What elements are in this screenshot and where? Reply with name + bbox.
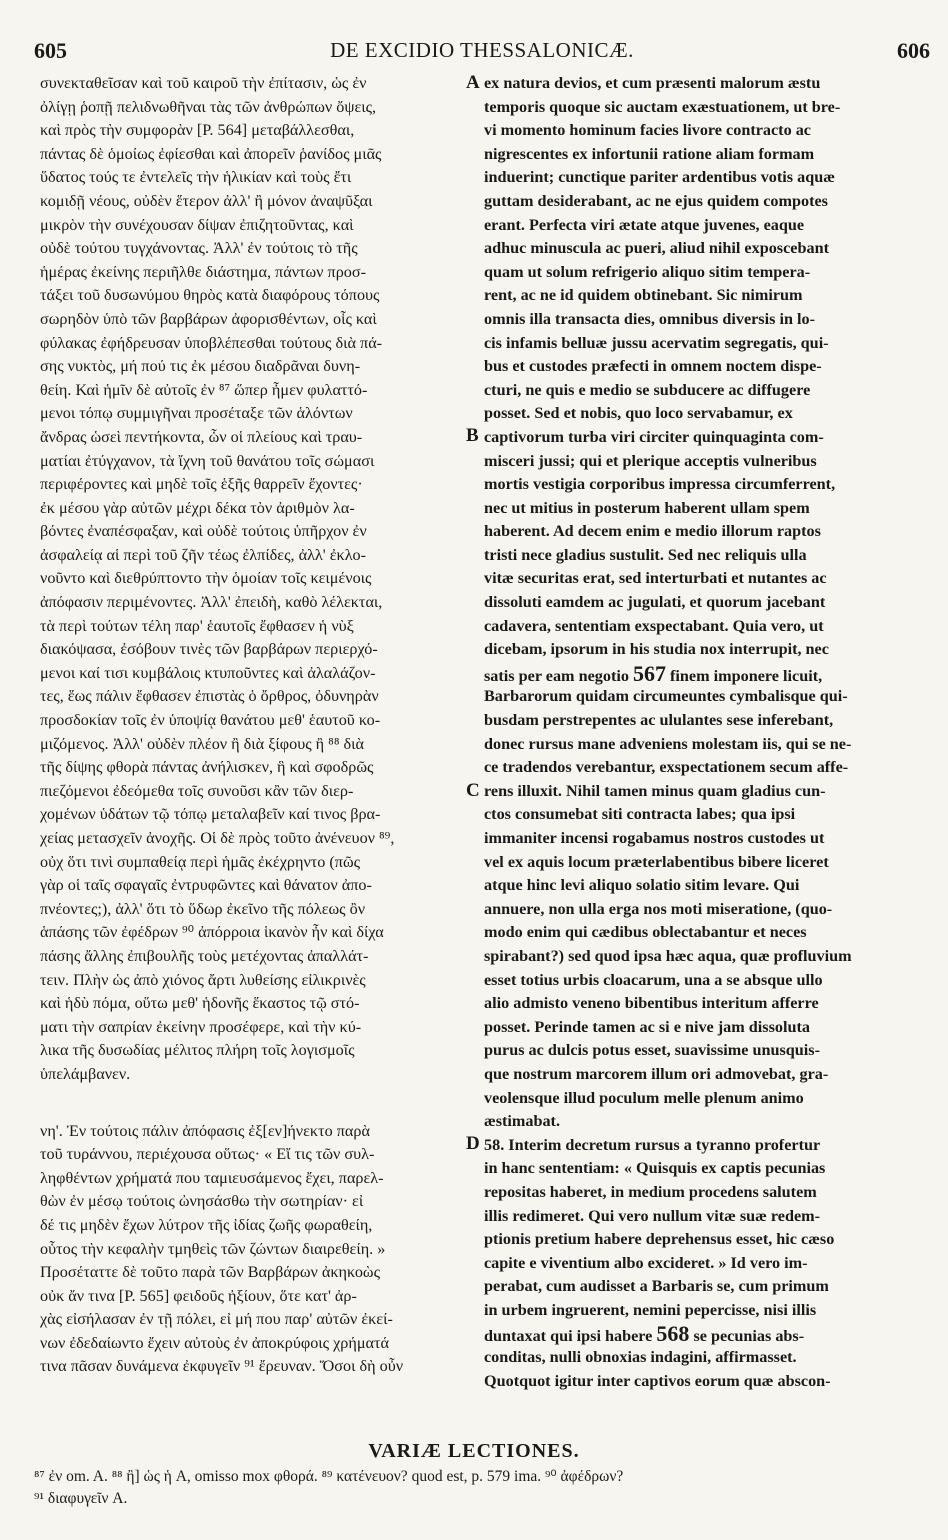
greek-text-line: ὑπελάμβανεν. [40,1064,131,1083]
latin-text-line [484,1205,908,1229]
greek-text-line: τειν. Πλὴν ὡς ἀπὸ χιόνος ἄρτι λυθείσης εἰλικρινὲς [40,970,366,989]
footnotes [34,1466,918,1510]
latin-text: nec ut mitius in posterum haberent ullam spem [484,498,810,517]
latin-text: posset. Perinde tamen ac si e nive jam dissoluta [484,1017,810,1036]
greek-text-line: οὐδὲ τούτου τυγχάνοντας. Ἀλλ' ἐν τούτοις τὸ τῆς [40,239,358,258]
greek-text-line: μενοι τόπῳ συμμιγῆναι προσέταξε τῶν ἁλόντων [40,404,353,423]
margin-marker-b: B [466,425,479,446]
greek-text-line: ἡμέρας ἐκείνης περιῆλθε διάστημα, πάντων προσ- [40,262,366,281]
latin-text: nigrescentes ex infortunii ratione aliam formam [484,144,815,163]
latin-text-line [484,874,908,898]
greek-text-line: Προσέταττε δὲ τοῦτο παρὰ τῶν Βαρβάρων ἀκηκοὼς [40,1263,380,1282]
footnote-line: ⁹¹ διαφυγεῖν A. [34,1490,128,1507]
greek-text-line: περιφέροντες καὶ μηδὲ τοῖς ἑξῆς θαρρεῖν ἔχοντες· [40,475,363,494]
greek-text-line: ἁπάσης τῶν ἐφέδρων ⁹⁰ ἀπόρροια ἱκανὸν ἦν καὶ δίχα [40,923,384,942]
latin-text-line [484,1039,908,1063]
latin-text: donec rursus mane adveniens molestam iis, qui se ne- [484,734,852,753]
latin-text-line [484,1157,908,1181]
latin-text: tristi nece gladius sustulit. Sed nec reliquis ulla [484,545,807,564]
latin-text-line [484,1299,908,1323]
latin-text-line [484,1275,908,1299]
greek-text-line: ληφθέντων χρήματά που ταμιευσάμενος ἔχει, παρελ- [40,1168,384,1187]
greek-text-line: χείας μετασχεῖν ἀνοχῆς. Οἱ δὲ πρὸς τοῦτο ἀνένευον ⁸⁹, [40,829,395,847]
greek-text-line: καὶ ἡδὺ πόμα, οὕτω μεθ' ἡδονῆς ἕκαστος τῷ στό- [40,994,360,1013]
latin-text: conditas, nulli obnoxias indagini, affirmasset. [484,1348,797,1367]
greek-text-line: φύλακας ἐφήδρευσαν ὑποβλέπεσθαι τούτους διὰ πά- [40,333,383,352]
latin-text-line [484,615,908,639]
latin-text-line [484,426,908,450]
latin-text-line [484,851,908,875]
greek-text-line: διακόψασα, ἐσόβουν τινὲς τῶν βαρβάρων περιερχό- [40,640,378,659]
greek-text-line: τινα πᾶσαν δυνάμενα ἐκφυγεῖν ⁹¹ ἔρευναν. Ὅσοι δὴ οὖν [40,1357,404,1376]
inline-page-number: 567 [632,661,666,686]
latin-text: purus ac dulcis potus esset, suavissime unusquis- [484,1041,820,1060]
latin-text-line [484,1134,908,1158]
page-number-left: 605 [34,38,67,63]
latin-text-line [484,520,908,544]
latin-text: posset. Sed et nobis, quo loco servabamur, ex [484,404,793,423]
latin-text: captivorum turba viri circiter quinquaginta com- [484,427,824,446]
greek-text-line: πάντας δὲ ὁμοίως ἐφίεσθαι καὶ ἀπορεῖν ῥανίδος μιᾶς [40,144,382,163]
latin-text: vel ex aquis locum præterlabentibus bibere liceret [484,852,829,871]
greek-text-line: σης νυκτὸς, μή πού τις ἐκ μέσου διαδρᾶναι δυνη- [40,357,361,376]
latin-text: vitæ securitas erat, sed interturbati et nutantes ac [484,569,827,588]
greek-text-line: ὀλίγῃ ῥοπῇ πελιδνωθῆναι τὰς τῶν ἀνθρώπων ὄψεις, [40,97,377,116]
latin-text-line [484,261,908,285]
greek-text-line: σωρηδὸν ὑπὸ τῶν βαρβάρων ἀφορισθέντων, οἷς καὶ [40,309,377,328]
greek-text-line: τοῦ τυράννου, περιέχουσα οὕτως· « Εἴ τις τῶν συλ- [40,1145,375,1164]
latin-text-line [484,638,908,662]
latin-text: duntaxat qui ipsi habere [484,1327,653,1346]
latin-text: guttam desiderabant, ac ne ejus quidem compotes [484,191,828,210]
latin-text-line [484,733,908,757]
greek-text-line: θὼν ἐν μέσῳ τούτοις ὠνησάσθω τὴν σωτηρίαν· εἰ [40,1192,364,1211]
latin-text-line [484,402,908,426]
greek-text-line: πάσης ἄλλης ἐπιβουλῆς τοὺς μετέχοντας ἀπαλλάτ- [40,946,369,965]
page-number-right: 606 [897,38,930,63]
margin-marker-c: C [466,780,480,801]
latin-text-line [484,780,908,804]
latin-text: atque hinc levi aliquo solatio sitim levare. Qui [484,876,800,895]
latin-text-line [484,567,908,591]
latin-text: temporis quoque sic auctam exæstuationem, ut bre- [484,97,841,116]
greek-text-line: ἐκ μέσου γὰρ αὐτῶν μέχρι δέκα τὸν ἀριθμὸν λα- [40,498,355,517]
greek-text-line: ἀσφαλείᾳ αἱ περὶ τοῦ ζῆν τέως ἐλπίδες, ἀλλ' ἐκλο- [40,545,367,564]
latin-text: repositas haberet, in medium procedens salutem [484,1182,817,1201]
latin-text: ex natura devios, et cum præsenti malorum æstu [484,74,821,92]
latin-text: cadavera, sententiam exspectabant. Quia vero, ut [484,616,824,635]
latin-text: annuere, non ulla erga nos moti miseratione, (quo- [484,899,833,918]
latin-text: vi momento hominum facies livore contracto ac [484,121,811,140]
running-head [34,38,930,64]
greek-text-line: ὕδατος τούς τε ἐντελεῖς τὴν ἡλικίαν καὶ τοὺς ἔτι [40,168,352,187]
greek-text-line: δέ τις μηδὲν ἔχων λύτρον τῆς ἰδίας ζωῆς φωραθείη, [40,1215,373,1234]
latin-text: 58. Interim decretum rursus a tyranno profertur [484,1135,821,1154]
margin-marker-a: A [466,72,480,93]
greek-text-line: λικα τῆς δυσωδίας μέλιτος πλήρη τοῖς λογισμοῖς [40,1041,355,1060]
latin-text-line [484,827,908,851]
latin-text-line [484,355,908,379]
latin-text-line [484,497,908,521]
latin-text-line [484,945,908,969]
greek-text-line: νη'. Ἐν τούτοις πάλιν ἀπόφασις ἐξ[εν]ήνεκτο παρὰ [40,1121,370,1140]
greek-text-line: μιζόμενος. Ἀλλ' οὐδὲν πλέον ἢ διὰ ξίφους ἢ ⁸⁸ διὰ [40,734,364,753]
greek-text-line: συνεκταθεῖσαν καὶ τοῦ καιροῦ τὴν ἐπίτασιν, ὡς ἐν [40,74,367,92]
latin-text-line [484,992,908,1016]
greek-text-line: οὐχ ὅτι τινὶ συμπαθείᾳ περὶ ἡμᾶς ἐκέχρηντο (πῶς [40,852,361,871]
greek-text-line: πιεζόμενοι ἐδεόμεθα τοῖς συνοῦσι κἂν τῶν διερ- [40,781,354,800]
latin-text: cis infamis belluæ jussu acervatim segregatis, qui- [484,333,829,352]
latin-text-line [484,709,908,733]
latin-text-line [484,143,908,167]
latin-text: satis per eam negotio [484,666,629,685]
latin-text-line [484,450,908,474]
greek-text-line: οὐκ ἄν τινα [P. 565] φειδοῦς ἠξίουν, ὅτε κατ' ἀρ- [40,1286,357,1305]
latin-text-line [484,166,908,190]
greek-text-line: τὰ περὶ τούτων τέλη παρ' ἑαυτοῖς ἔφθασεν ἡ νὺξ [40,616,354,635]
footnote-line: ⁸⁷ ἐν om. A. ⁸⁸ ἢ] ὡς ἡ A, omisso mox φθορά. ⁸⁹ κατένευον? quod est, p. 579 ima. ⁹⁰ ἀφέδρων? [34,1468,624,1485]
latin-text-line [484,1346,908,1370]
greek-text-line: πνέοντες;), ἀλλ' ὅτι τὸ ὕδωρ ἐκεῖνο τῆς πόλεως ὂν [40,899,366,918]
latin-text-line [484,756,908,780]
greek-text-line: καὶ πρὸς τὴν συμφορὰν [P. 564] μεταβάλλεσθαι, [40,121,355,140]
latin-text-line [484,1228,908,1252]
latin-text: modo enim qui cædibus oblectabantur et neces [484,923,807,942]
latin-text-line [484,237,908,261]
inline-page-number: 568 [656,1322,690,1347]
latin-text: spirabant?) sed quod ipsa hæc aqua, quæ profluvium [484,946,852,965]
latin-text: in hanc sententiam: « Quisquis ex captis pecunias [484,1159,826,1178]
greek-text-line: ματίαι ἐτύγχανον, τὰ ἴχνη τοῦ θανάτου τοῖς σώμασι [40,451,375,470]
latin-text-line [484,96,908,120]
latin-text: alio admisto veneno bibentibus interitum afferre [484,994,819,1013]
latin-text: se pecunias abs- [693,1327,805,1346]
latin-column [484,72,908,1393]
latin-text: perabat, cum audisset a Barbaris se, cum primum [484,1277,829,1296]
latin-text: dissoluti eamdem ac jugulati, et quorum jacebant [484,593,826,612]
latin-text: adhuc minuscula ac pueri, aliud nihil exposcebant [484,239,829,258]
latin-text-line [484,898,908,922]
latin-text-line [484,1087,908,1111]
latin-text-line [484,72,908,96]
latin-text: omnis illa transacta dies, omnibus diversis in lo- [484,309,815,328]
greek-text-line: μικρὸν τὴν συνέχουσαν δίψαν ἐπιζητοῦντας, καὶ [40,215,354,234]
greek-text-line: τες, ἕως πάλιν ἔφθασεν ἐπιστὰς ὁ ὄρθρος, ὀδυνηρὰν [40,687,379,706]
latin-text: ce tradendos verebantur, exspectationem secum affe- [484,758,849,777]
latin-text-line [484,190,908,214]
latin-text: cturi, ne quis e medio se subducere ac diffugere [484,380,811,399]
latin-text-line [484,685,908,709]
greek-text-line: ματι τὴν σαπρίαν ἐκείνην προσέφερε, καὶ τὴν κύ- [40,1017,362,1036]
latin-text: busdam perstrepentes ac ululantes sese inferebant, [484,711,834,730]
latin-text-line [484,284,908,308]
latin-text: rens illuxit. Nihil tamen minus quam gladius cun- [484,781,826,800]
greek-text-line: ἄνδρας ὡσεὶ πεντήκοντα, ὧν οἱ πλείους καὶ τραυ- [40,427,363,446]
latin-text: bus et custodes præfecti in omnem noctem dispe- [484,357,822,376]
latin-text: immaniter incensi rogabamus nostros custodes ut [484,829,825,847]
greek-text-line: μενοι καί τισι κυμβάλοις κτυποῦντες καὶ ἀλαλάζον- [40,663,376,682]
latin-text: capite e viventium albo excideret. » Id vero im- [484,1253,808,1272]
latin-text: Barbarorum quidam circumeuntes cymbalisque qui- [484,687,848,706]
latin-text-line [484,662,908,686]
latin-text: Quotquot igitur inter captivos eorum quæ abscon- [484,1371,831,1390]
paragraph-gap [40,1087,464,1120]
latin-text-line [484,1016,908,1040]
latin-text-line [484,1181,908,1205]
margin-marker-d: D [466,1133,480,1154]
latin-text-line [484,544,908,568]
greek-text-line: γὰρ οἱ ταῖς σφαγαῖς ἐντρυφῶντες καὶ θάνατον ἀπο- [40,876,372,895]
variae-lectiones-heading: VARIÆ LECTIONES. [368,1440,580,1462]
latin-text-line [484,379,908,403]
latin-text: erant. Perfecta viri ætate atque juvenes, eaque [484,215,805,234]
latin-text: æstimabat. [484,1112,560,1131]
greek-text-line: χὰς εἰσήλασαν ἐν τῇ πόλει, εἰ μή που παρ' αὐτῶν ἐκεί- [40,1310,393,1329]
greek-text-line: βόντες ἐναπέσφαξαν, καὶ οὐδὲ τούτοις ὑπῆρχον ἐν [40,522,367,541]
greek-text-line: οὗτος τὴν κεφαλὴν τμηθεὶς τῶν ζώντων διαιρεθείη. » [40,1239,386,1258]
greek-text-line: τάξει τοῦ δυσωνύμου θηρὸς κατὰ διαφόρους τόπους [40,286,380,305]
latin-text: ctos consumebat siti contracta labes; qua ipsi [484,805,796,824]
latin-text: in urbem ingruerent, nemini pepercisse, nisi illis [484,1300,817,1319]
greek-text-line: νοῦντο καὶ διεθρύπτοντο τὴν ὁμοίαν τοῖς κειμένοις [40,569,372,588]
greek-text-line: χομένων ὑδάτων τῷ τόπῳ μεταλαβεῖν καί τινος βρα- [40,805,381,824]
greek-text-line: θείη. Καὶ ἡμῖν δὲ αὐτοῖς ἐν ⁸⁷ ὥπερ ἦμεν φυλαττό- [40,380,368,399]
latin-text: quam ut solum refrigerio aliquo sitim tempera- [484,262,811,281]
greek-text-line: νων ἐδεδαίωντο ἔχειν αὐτοὺς ἐν ἀποκρύφοις χρήματά [40,1333,389,1352]
latin-text-line [484,1110,908,1134]
latin-text: misceri jussi; qui et plerique acceptis vulneribus [484,451,817,470]
latin-text: dicebam, ipsorum in his studia nox interrupit, nec [484,640,829,659]
latin-text: mortis vestigia corporibus impressa circumferrent, [484,475,836,494]
latin-text-line [484,1063,908,1087]
latin-text-line [484,473,908,497]
latin-text: induerint; cunctique pariter ardentibus votis aquæ [484,168,835,187]
latin-text-line [484,921,908,945]
greek-text-line: προσδοκίαν τοῖς ἐν ὑποψίᾳ θανάτου μεθ' ἑαυτοῦ κο- [40,711,381,730]
page-title: DE EXCIDIO THESSALONICÆ. [330,38,634,62]
latin-text: ptionis pretium habere deprehensus esset, hic cæso [484,1230,835,1249]
latin-text-line [484,119,908,143]
latin-text: veolensque illud poculum melle plenum animo [484,1088,804,1107]
latin-text-line [484,1252,908,1276]
latin-text-line [484,332,908,356]
greek-text-line: ἀπόφασιν περιμένοντες. Ἀλλ' ἐπειδὴ, καθὸ λέλεκται, [40,593,383,612]
latin-text: haberent. Ad decem enim e medio illorum raptos [484,522,821,541]
latin-text-line [484,308,908,332]
greek-text-line: τῆς δίψης φθορὰ πάντας ἀνήλισκεν, ἣ καὶ σφοδρῶς [40,758,374,777]
greek-column [40,72,464,1379]
latin-text: esset totius urbis cloacarum, una a se absque ullo [484,970,823,989]
latin-text: finem imponere licuit, [670,666,823,685]
latin-text-line [484,1370,908,1394]
latin-text: rent, ac ne id quidem obtinebant. Sic nimirum [484,286,803,305]
latin-text-line [484,969,908,993]
latin-text: que nostrum marcorem illum ori admovebat, gra- [484,1064,829,1083]
greek-text-line: κομιδῇ νέους, οὐδὲν ἕτερον ἀλλ' ἢ μόνον ἀναψῦξαι [40,191,373,210]
latin-text-line [484,591,908,615]
latin-text-line [484,1322,908,1346]
latin-text: illis redimeret. Qui vero nullum vitæ suæ redem- [484,1206,821,1225]
latin-text-line [484,214,908,238]
latin-text-line [484,803,908,827]
